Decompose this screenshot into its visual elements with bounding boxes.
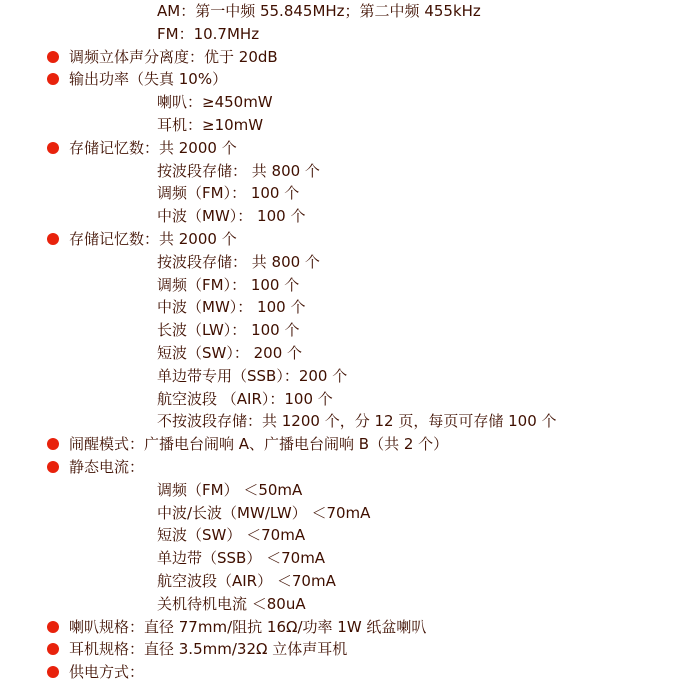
sub-item-text: AM：第一中频 55.845MHz；第二中频 455kHz — [157, 2, 481, 20]
red-bullet-icon — [47, 142, 59, 154]
spec-sub-item — [0, 274, 299, 297]
spec-sub-item — [0, 502, 370, 525]
sub-item-text: 喇叭：≥450mW — [157, 93, 273, 112]
spec-sub-item — [0, 114, 263, 137]
spec-sub-item — [0, 342, 302, 365]
spec-sub-item — [0, 388, 333, 411]
bullet-text: 静态电流： — [69, 458, 145, 476]
bullet-text: 存储记忆数：共 2000 个 — [69, 230, 237, 248]
sub-item-text: FM：10.7MHz — [157, 24, 260, 43]
sub-item-text: 调频（FM）： 100 个 — [157, 184, 300, 203]
bullet-text: 喇叭规格：直径 77mm/阻抗 16Ω/功率 1W 纸盆喇叭 — [69, 617, 427, 636]
sub-item-text: 短波（SW）： 200 个 — [157, 344, 303, 362]
red-bullet-icon — [47, 461, 59, 473]
bullet-item — [0, 456, 700, 479]
spec-sub-item — [0, 410, 557, 433]
sub-item-text: 中波（MW）： 100 个 — [157, 207, 306, 226]
bullet-item — [0, 638, 700, 661]
bullet-text: 调频立体声分离度：优于 20dB — [69, 47, 278, 66]
sub-item-text: 航空波段（AIR） ＜70mA — [157, 572, 336, 590]
sub-item-text: 不按波段存储：共 1200 个，分 12 页，每页可存储 100 个 — [157, 412, 557, 431]
sub-item-text: 中波（MW）： 100 个 — [157, 298, 306, 317]
spec-sub-item — [0, 365, 347, 388]
spec-sub-item — [0, 524, 305, 547]
red-bullet-icon — [47, 73, 59, 85]
red-bullet-icon — [47, 438, 59, 450]
bullet-item — [0, 46, 700, 69]
red-bullet-icon — [47, 621, 59, 633]
red-bullet-icon — [47, 51, 59, 63]
spec-sub-item — [0, 251, 320, 274]
bullet-item — [0, 137, 700, 160]
spec-sub-item — [0, 182, 299, 205]
bullet-text: 输出功率（失真 10%） — [69, 70, 228, 89]
spec-sub-item — [0, 160, 320, 183]
bullet-item — [0, 228, 700, 251]
sub-item-text: 长波（LW）： 100 个 — [157, 321, 300, 340]
sub-item-text: 耳机：≥10mW — [157, 116, 264, 134]
red-bullet-icon — [47, 233, 59, 245]
spec-sub-item — [0, 547, 325, 570]
spec-sub-item — [0, 319, 299, 342]
spec-sub-item — [0, 570, 336, 593]
bullet-text: 耳机规格：直径 3.5mm/32Ω 立体声耳机 — [69, 640, 348, 659]
sub-item-text: 单边带专用（SSB）：200 个 — [157, 366, 348, 385]
spec-sub-item — [0, 296, 305, 319]
spec-sub-item — [0, 593, 306, 616]
spec-sub-item — [0, 91, 273, 114]
sub-item-text: 航空波段 （AIR）：100 个 — [157, 389, 333, 408]
red-bullet-icon — [47, 666, 59, 678]
sub-item-text: 调频（FM）： 100 个 — [157, 275, 300, 294]
sub-item-text: 调频（FM） ＜50mA — [157, 480, 303, 499]
spec-sub-item — [0, 479, 302, 502]
bullet-item — [0, 661, 700, 684]
sub-item-text: 短波（SW） ＜70mA — [157, 526, 306, 545]
sub-item-text: 单边带（SSB） ＜70mA — [157, 549, 326, 568]
sub-item-text: 中波/长波（MW/LW） ＜70mA — [157, 503, 371, 522]
sub-item-text: 按波段存储： 共 800 个 — [157, 252, 320, 271]
spec-sub-item — [0, 23, 259, 46]
spec-sub-item — [0, 0, 481, 23]
spec-sub-item — [0, 205, 305, 228]
bullet-item — [0, 68, 700, 91]
bullet-item — [0, 433, 700, 456]
bullet-text: 供电方式： — [69, 663, 145, 682]
sub-item-text: 关机待机电流 ＜80uA — [157, 594, 306, 613]
bullet-text: 存储记忆数：共 2000 个 — [69, 138, 237, 157]
bullet-item — [0, 616, 700, 639]
sub-item-text: 按波段存储： 共 800 个 — [157, 161, 320, 180]
red-bullet-icon — [47, 643, 59, 655]
bullet-text: 闹醒模式：广播电台闹响 A、广播电台闹响 B（共 2 个） — [69, 435, 449, 454]
